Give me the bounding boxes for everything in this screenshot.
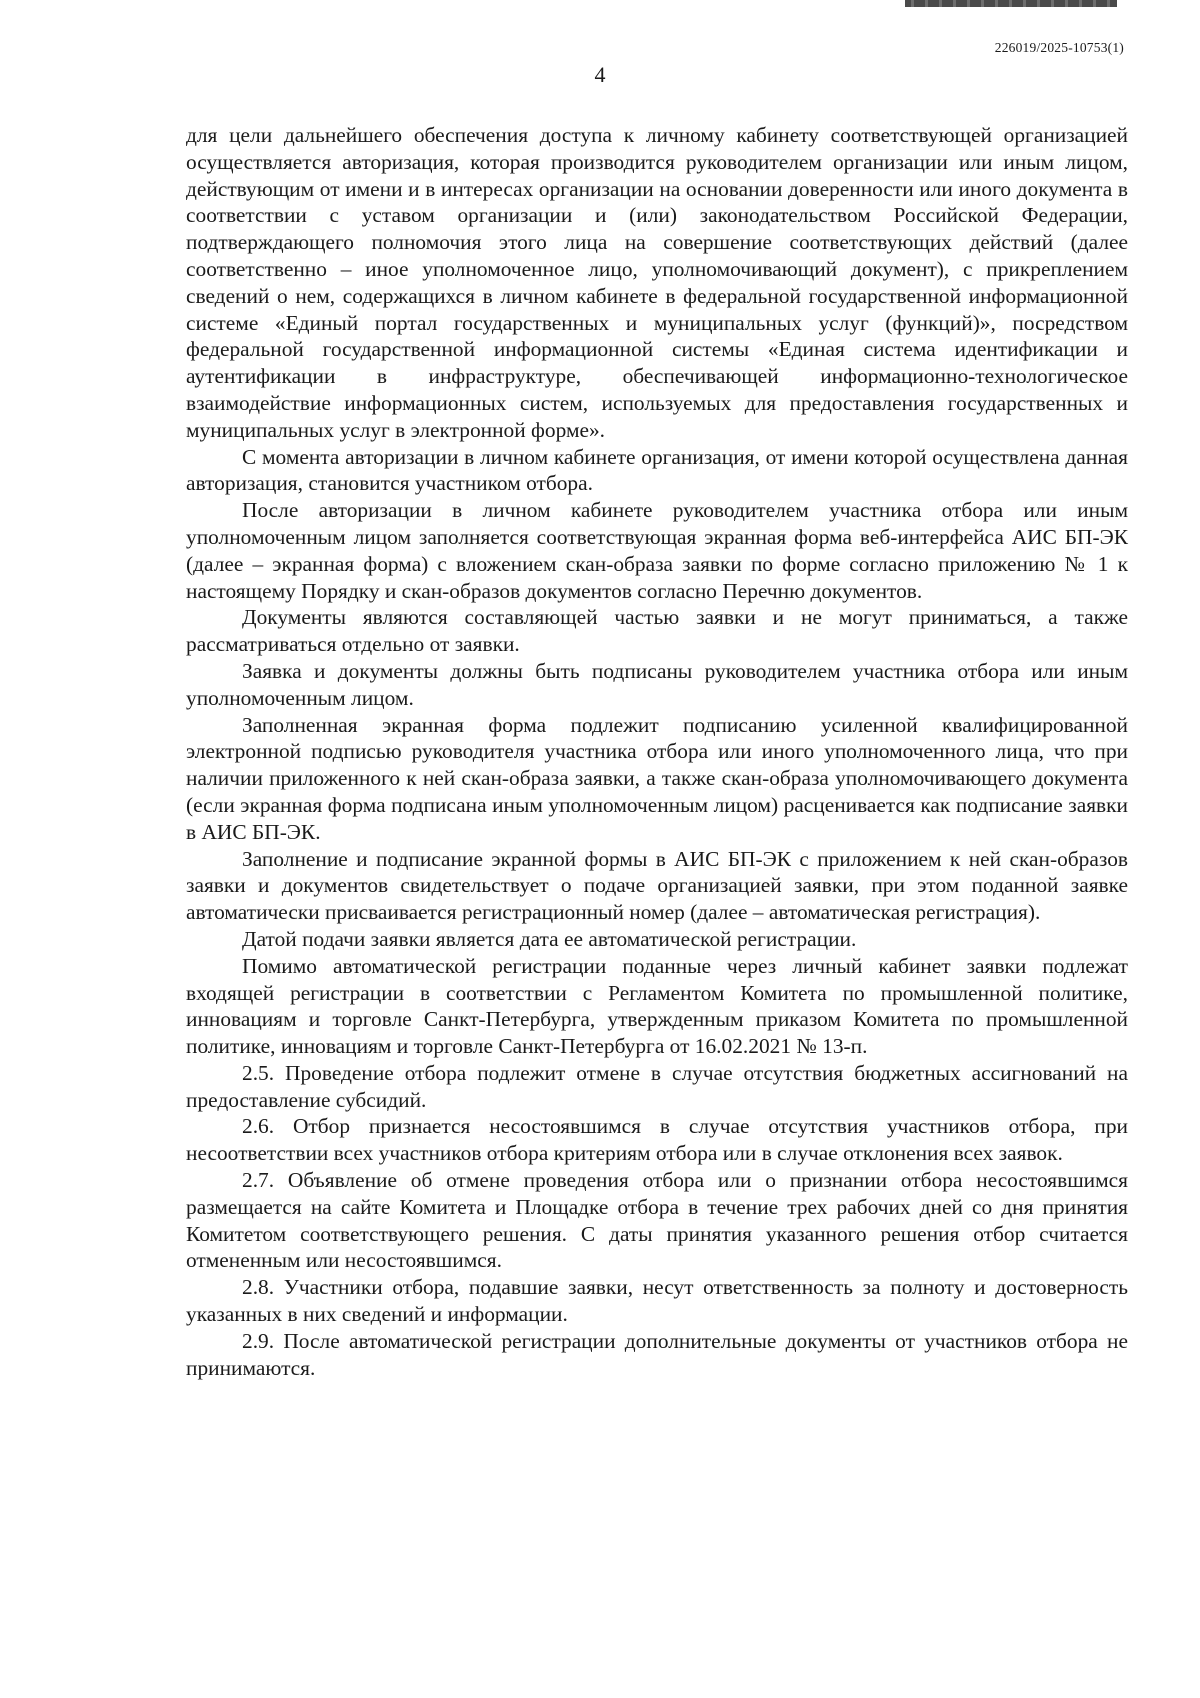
paragraph-signatures: Заявка и документы должны быть подписаны руководителем участника отбора или иным уполномоченным лицом. [186,658,1128,710]
page-number: 4 [594,62,606,87]
paragraph-2-8: 2.8. Участники отбора, подавшие заявки, несут ответственность за полноту и достоверность указанных в них сведений и информации. [186,1275,1128,1327]
paragraph-screen-form: После авторизации в личном кабинете руководителем участника отбора или иным уполномоченным лицом заполняется соответствующая экранная форма веб-интерфейса АИС БП-ЭК (далее – экранная форма) с вложением скан-образа заявки по форме согласно приложению № 1 к настоящему Порядку и скан-образов документов согласно Перечню документов. [186,498,1128,603]
document-registration-number: 226019/2025-10753(1) [994,40,1124,55]
paragraph-2-6: 2.6. Отбор признается несостоявшимся в случае отсутствия участников отбора, при несоответствии всех участников отбора критериям отбора или в случае отклонения всех заявок. [186,1114,1128,1166]
paragraph-incoming-registration: Помимо автоматической регистрации поданные через личный кабинет заявки подлежат входящей регистрации в соответствии с Регламентом Комитета по промышленной политике, инновациям и торговле Санкт-Петербурга, утвержденным приказом Комитета по промышленной политике, инновациям и торговле Санкт-Петербурга от 16.02.2021 № 13-п. [186,953,1128,1059]
paragraph-2-7: 2.7. Объявление об отмене проведения отбора или о признании отбора несостоявшимся размещается на сайте Комитета и Площадке отбора в течение трех рабочих дней со дня принятия Комитетом соответствующего решения. С даты принятия указанного решения отбор считается отмененным или несостоявшимся. [186,1168,1128,1273]
paragraph-submission-date: Датой подачи заявки является дата ее автоматической регистрации. [242,926,857,951]
scan-barcode-mark [905,0,1117,7]
paragraph-2-9: 2.9. После автоматической регистрации дополнительные документы от участников отбора не принимаются. [186,1328,1128,1380]
document-body [186,122,1128,1381]
paragraph-electronic-signature: Заполненная экранная форма подлежит подписанию усиленной квалифицированной электронной подписью руководителя участника отбора или иного уполномоченного лица, что при наличии приложенного к ней скан-образа заявки, а также скан-образа уполномочивающего документа (если экранная форма подписана иным уполномоченным лицом) расценивается как подписание заявки в АИС БП-ЭК. [186,712,1128,844]
paragraph-2-5: 2.5. Проведение отбора подлежит отмене в случае отсутствия бюджетных ассигнований на предоставление субсидий. [186,1060,1128,1112]
paragraph-participant-status: С момента авторизации в личном кабинете организация, от имени которой осуществлена данная авторизация, становится участником отбора. [186,444,1128,496]
paragraph-documents-part: Документы являются составляющей частью заявки и не могут приниматься, а также рассматриваться отдельно от заявки. [186,605,1128,657]
paragraph-submission: Заполнение и подписание экранной формы в АИС БП-ЭК с приложением к ней скан-образов заявки и документов свидетельствует о подаче организацией заявки, при этом поданной заявке автоматически присваивается регистрационный номер (далее – автоматическая регистрация). [186,846,1128,925]
paragraph-authorization: для цели дальнейшего обеспечения доступа к личному кабинету соответствующей организацией осуществляется авторизация, которая производится руководителем организации или иным лицом, действующим от имени и в интересах организации на основании доверенности или иного документа в соответствии с уставом организации и (или) законодательством Российской Федерации, подтверждающего полномочия этого лица на совершение соответствующих действий (далее соответственно – иное уполномоченное лицо, уполномочивающий документ), с прикреплением сведений о нем, содержащихся в личном кабинете в федеральной государственной информационной системе «Единый портал государственных и муниципальных услуг (функций)», посредством федеральной государственной информационной системы «Единая система идентификации и аутентификации в инфраструктуре, обеспечивающей информационно-технологическое взаимодействие информационных систем, используемых для предоставления государственных и муниципальных услуг в электронной форме». [186,123,1128,442]
